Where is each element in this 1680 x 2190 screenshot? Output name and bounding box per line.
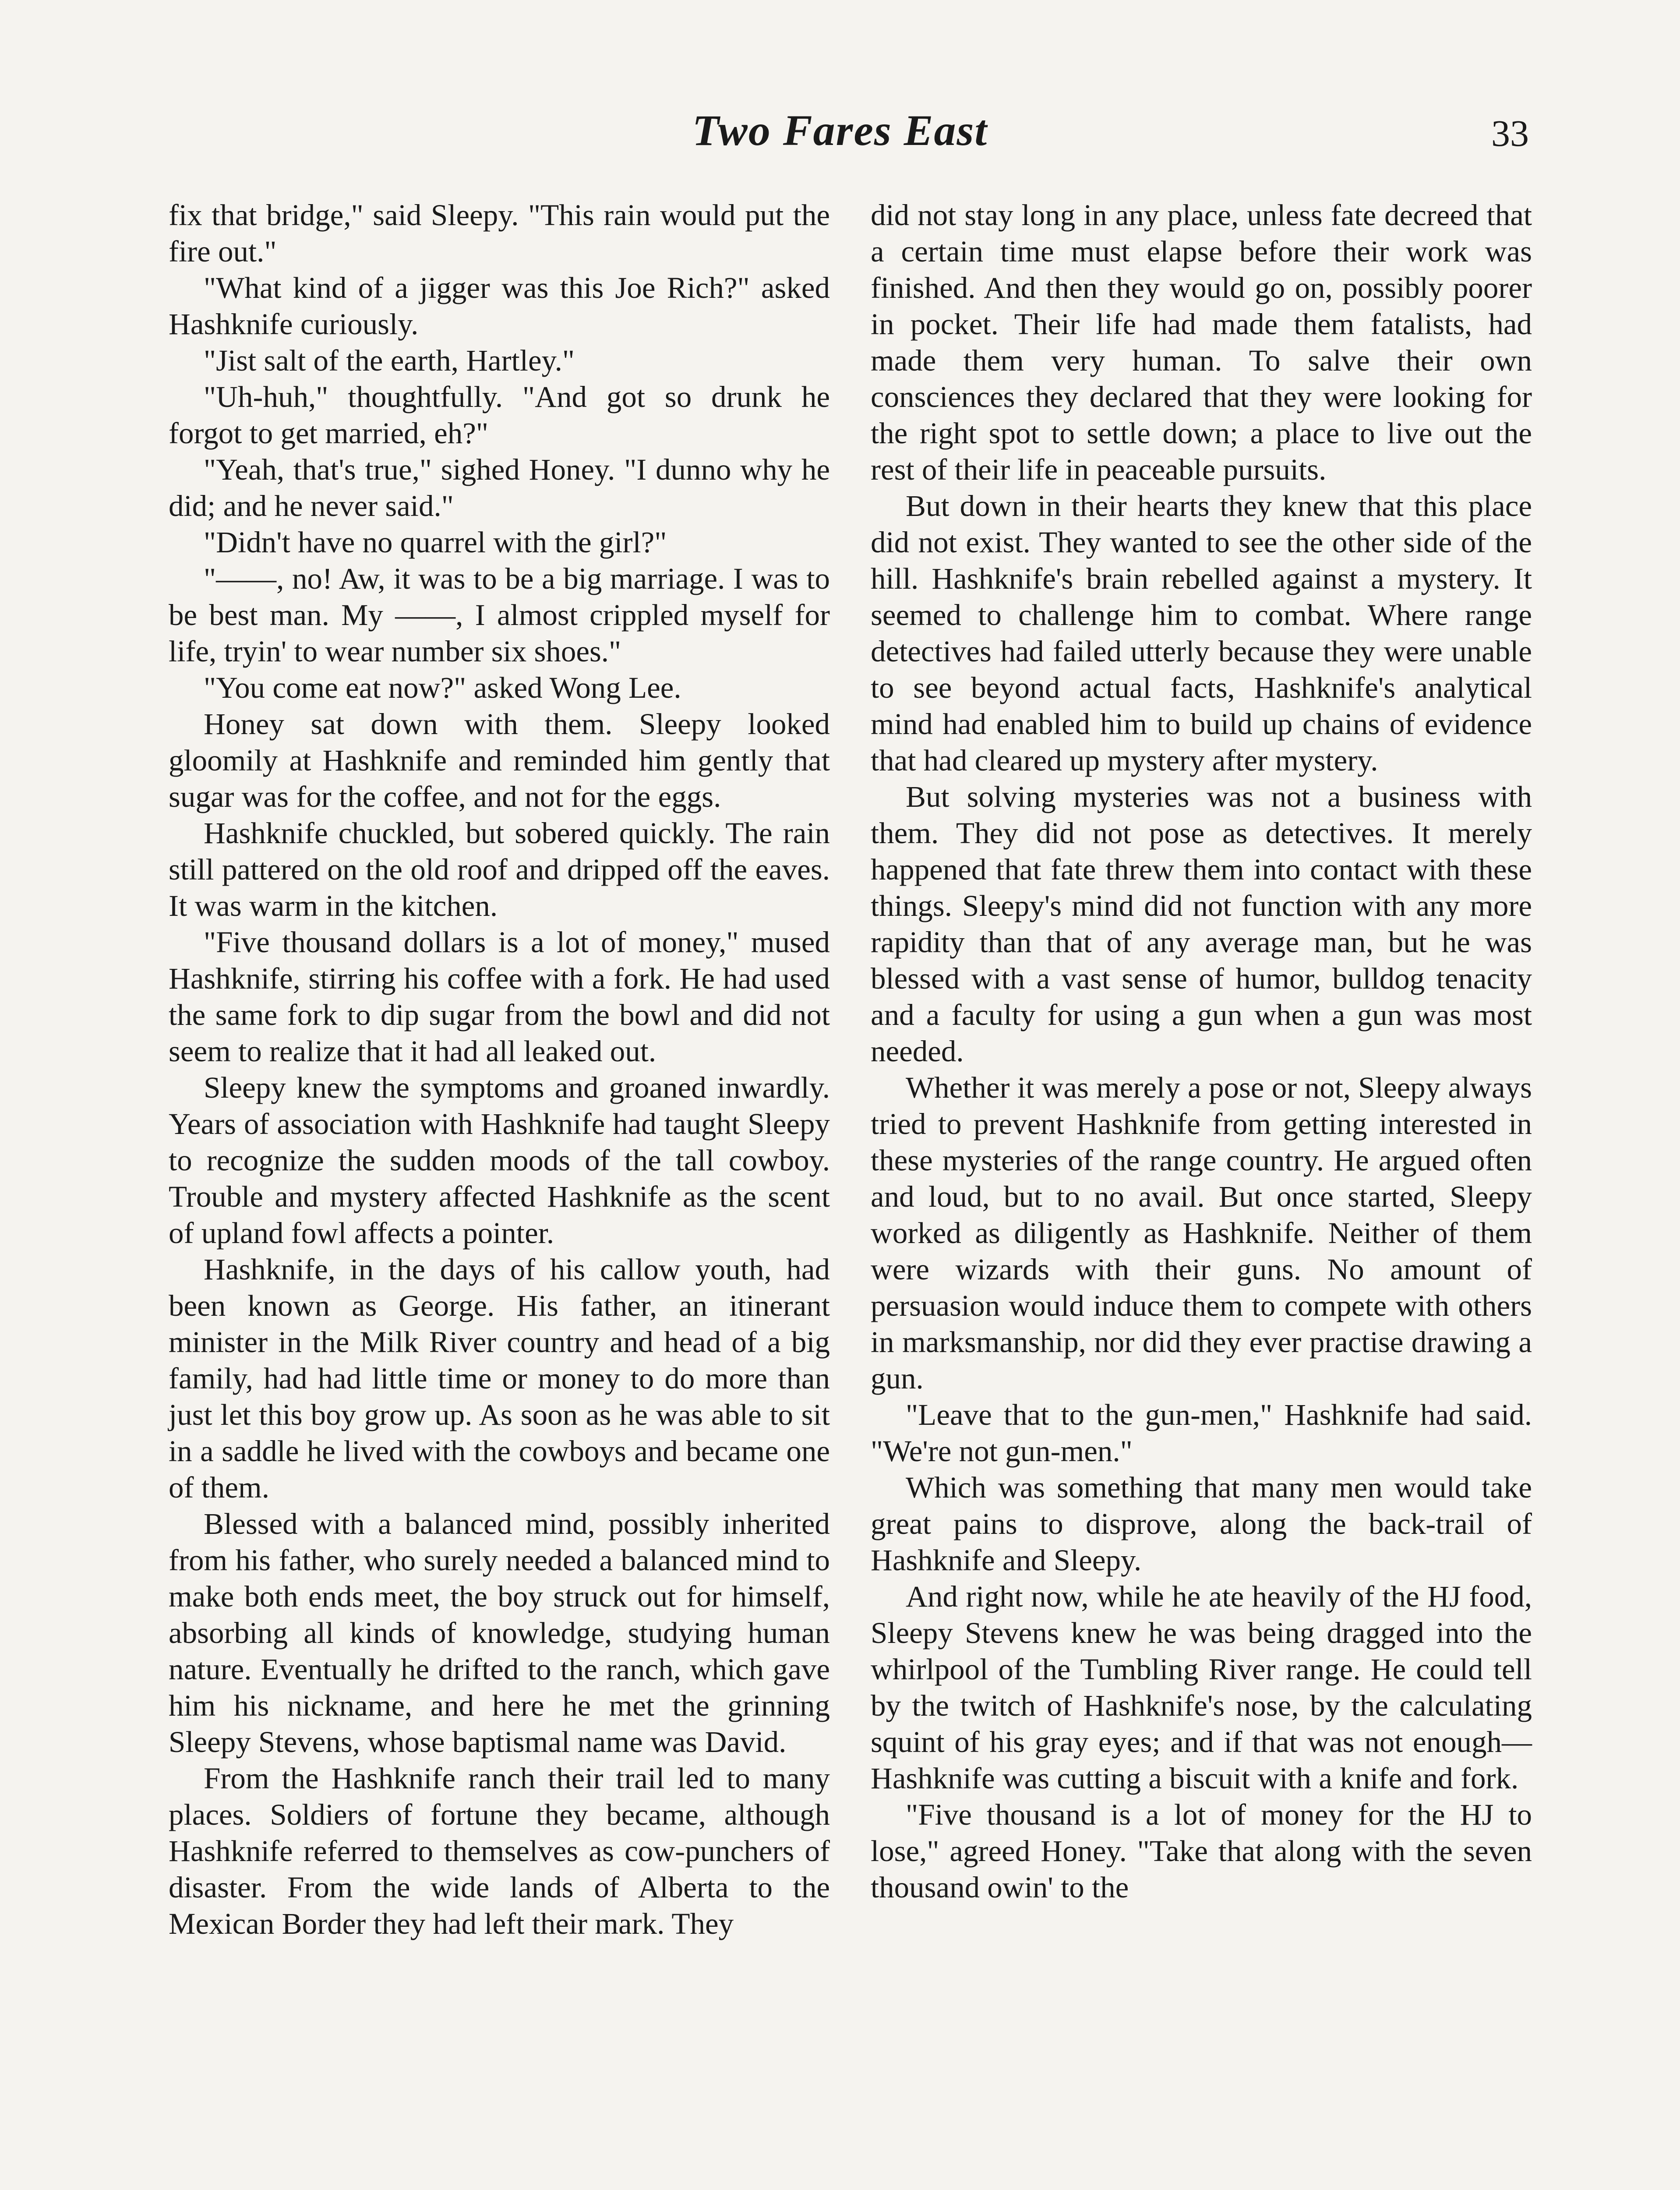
paragraph: Hashknife, in the days of his callow youth, had been known as George. His father, an itinerant minister in the Milk River country and head of a big family, had had little time or money to do more than just let this boy grow up. As soon as he was able to sit in a saddle he lived with the cowboys and became one of them.	[169, 1253, 830, 1504]
paragraph: "Five thousand dollars is a lot of money," mused Hashknife, stirring his coffee with a fork. He had used the same fork to dip sugar from the bowl and did not seem to realize that it had all leaked out.	[169, 925, 830, 1068]
paragraph: But solving mysteries was not a business with them. They did not pose as detectives. It merely happened that fate threw them into contact with these things. Sleepy's mind did not function with any more rapidity than that of any average man, but he was blessed with a vast sense of humor, bulldog tenacity and a faculty for using a gun when a gun was most needed.	[871, 780, 1532, 1068]
paragraph: Whether it was merely a pose or not, Sleepy always tried to prevent Hashknife from getting interested in these mysteries of the range country. He argued often and loud, but to no avail. But once started, Sleepy worked as diligently as Hashknife. Neither of them were wizards with their guns. No amount of persuasion would induce them to compete with others in marksmanship, nor did they ever practise drawing a gun.	[871, 1071, 1532, 1395]
left-column	[169, 197, 830, 1942]
paragraph: From the Hashknife ranch their trail led to many places. Soldiers of fortune they became, although Hashknife referred to themselves as cow-punchers of disaster. From the wide lands of Alberta to the Mexican Border they had left their mark. They	[169, 1762, 830, 1940]
right-column	[871, 197, 1532, 1906]
paragraph: But down in their hearts they knew that this place did not exist. They wanted to see the other side of the hill. Hashknife's brain rebelled against a mystery. It seemed to challenge him to combat. Where range detectives had failed utterly because they were unable to see beyond actual facts, Hashknife's analytical mind had enabled him to build up chains of evidence that had cleared up mystery after mystery.	[871, 489, 1532, 777]
paragraph: "Jist salt of the earth, Hartley."	[204, 344, 575, 377]
paragraph: Honey sat down with them. Sleepy looked gloomily at Hashknife and reminded him gently that sugar was for the coffee, and not for the eggs.	[169, 707, 830, 813]
paragraph: did not stay long in any place, unless fate decreed that a certain time must elapse before their work was finished. And then they would go on, possibly poorer in pocket. Their life had made them fatalists, had made them very human. To salve their own consciences they declared that they were looking for the right spot to settle down; a place to live out the rest of their life in peaceable pursuits.	[871, 198, 1532, 486]
paragraph: "Yeah, that's true," sighed Honey. "I dunno why he did; and he never said."	[169, 453, 830, 523]
paragraph: "Five thousand is a lot of money for the HJ to lose," agreed Honey. "Take that along with the seven thousand owin' to the	[871, 1798, 1532, 1904]
paragraph: Sleepy knew the symptoms and groaned inwardly. Years of association with Hashknife had taught Sleepy to recognize the sudden moods of the tall cowboy. Trouble and mystery affected Hashknife as the scent of upland fowl affects a pointer.	[169, 1071, 830, 1250]
paragraph: Hashknife chuckled, but sobered quickly. The rain still pattered on the old roof and dripped off the eaves. It was warm in the kitchen.	[169, 816, 830, 922]
paragraph: "You come eat now?" asked Wong Lee.	[204, 671, 681, 704]
paragraph: "Didn't have no quarrel with the girl?"	[204, 526, 667, 559]
paragraph: Which was something that many men would take great pains to disprove, along the back-trail of Hashknife and Sleepy.	[871, 1471, 1532, 1577]
page-number: 33	[1491, 112, 1529, 154]
paragraph: "What kind of a jigger was this Joe Rich?" asked Hashknife curiously.	[169, 271, 830, 341]
running-title: Two Fares East	[692, 106, 988, 155]
paragraph: Blessed with a balanced mind, possibly inherited from his father, who surely needed a balanced mind to make both ends meet, the boy struck out for himself, absorbing all kinds of knowledge, studying human nature. Eventually he drifted to the ranch, which gave him his nickname, and here he met the grinning Sleepy Stevens, whose baptismal name was David.	[169, 1507, 830, 1759]
page-header	[0, 105, 1680, 171]
paragraph: "Leave that to the gun-men," Hashknife had said. "We're not gun-men."	[871, 1398, 1532, 1468]
paragraph: "Uh-huh," thoughtfully. "And got so drunk he forgot to get married, eh?"	[169, 380, 830, 450]
paragraph: And right now, while he ate heavily of the HJ food, Sleepy Stevens knew he was being dragged into the whirlpool of the Tumbling River range. He could tell by the twitch of Hashknife's nose, by the calculating squint of his gray eyes; and if that was not enough—Hashknife was cutting a biscuit with a knife and fork.	[871, 1580, 1532, 1795]
paragraph: "——, no! Aw, it was to be a big marriage. I was to be best man. My ——, I almost crippled myself for life, tryin' to wear number six shoes."	[169, 562, 830, 668]
paragraph: fix that bridge," said Sleepy. "This rain would put the fire out."	[169, 198, 830, 268]
